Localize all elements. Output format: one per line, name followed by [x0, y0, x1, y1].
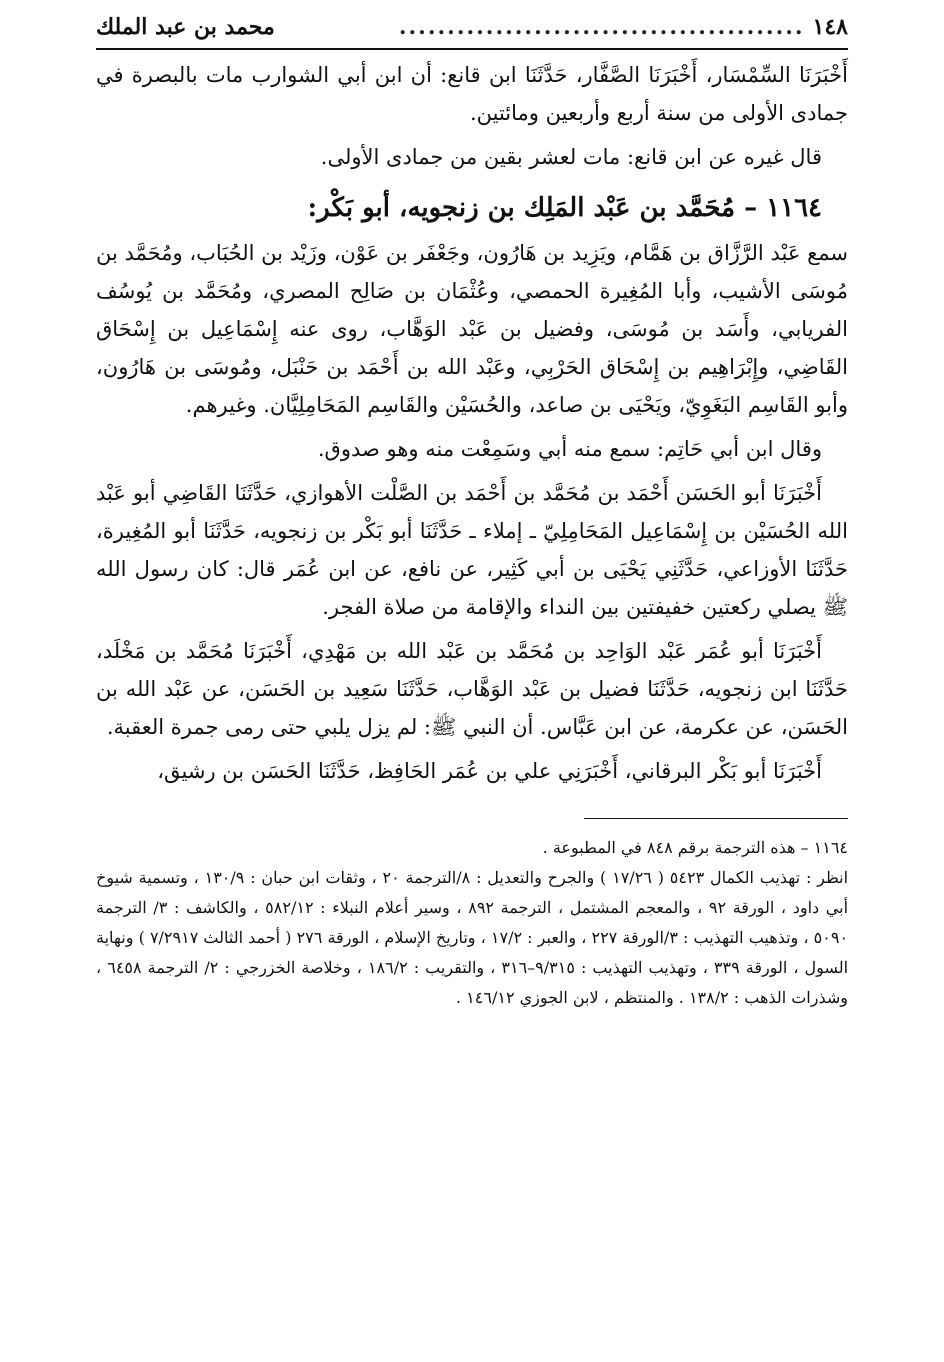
- paragraph-hadith-isnad-1: أَخْبَرَنَا أبو الحَسَن أَحْمَد بن مُحَمَّد بن أَحْمَد بن الصَّلْت الأهوازي، حَدَّثَنَا القَاضِي أبو عَبْد الله الحُسَيْن بن إِسْمَاعِيل المَحَامِلِيّ ـ إملاء ـ حَدَّثَنَا أبو بَكْر بن زنجويه، حَدَّثَنَا أبو المُغِيرة، حَدَّثَنَا الأوزاعي، حَدَّثَنِي يَحْيَى بن أبي كَثِير، عن نافع، عن ابن عُمَر قال: كان رسول الله ﷺ يصلي ركعتين خفيفتين بين النداء والإقامة من صلاة الفجر.: [96, 481, 848, 619]
- footnote-rule: [584, 818, 848, 819]
- header-dot-leader: ..........................................: [398, 14, 805, 40]
- paragraph-teachers-students: سمع عَبْد الرَّزَّاق بن هَمَّام، ويَزِيد بن هَارُون، وجَعْفَر بن عَوْن، وزَيْد بن الحُبَاب، ومُحَمَّد بن مُوسَى الأشيب، وأبا المُغِيرة الحمصي، وعُثْمَان بن صَالِح المصري، ومُحَمَّد بن يُوسُف الفريابي، وأَسَد بن مُوسَى، وفضيل بن عَبْد الوَهَّاب، روى عنه إِسْمَاعِيل بن إِسْحَاق القَاضِي، وإِبْرَاهِيم بن إِسْحَاق الحَرْبِي، وعَبْد الله بن أَحْمَد بن حَنْبَل، ومُوسَى بن هَارُون، وأبو القَاسِم البَغَوِيّ، ويَحْيَى بن صاعد، والحُسَيْن والقَاسِم المَحَامِلِيَّان. وغيرهم.: [96, 241, 848, 417]
- paragraph-hadith-isnad-2: أَخْبَرَنَا أبو عُمَر عَبْد الوَاحِد بن مُحَمَّد بن عَبْد الله بن مَهْدِي، أَخْبَرَنَا مُحَمَّد بن مَخْلَد، حَدَّثَنَا ابن زنجويه، حَدَّثَنَا فضيل بن عَبْد الوَهَّاب، حَدَّثَنَا سَعِيد بن الحَسَن، عن عَبْد الله بن الحَسَن، عن عكرمة، عن ابن عَبَّاس. أن النبي ﷺ: لم يزل يلبي حتى رمى جمرة العقبة.: [96, 639, 849, 739]
- page-number: ١٤٨: [812, 14, 848, 40]
- paragraph-death-date-note: قال غيره عن ابن قانع: مات لعشر بقين من جمادى الأولى.: [320, 145, 822, 169]
- running-title: محمد بن عبد الملك: [96, 14, 275, 40]
- entry-heading: ١١٦٤ – مُحَمَّد بن عَبْد المَلِك بن زنجويه، أبو بَكْر:: [307, 193, 822, 223]
- document-page: [96, 14, 848, 1013]
- header-rule: [96, 48, 848, 50]
- footnote-entry-number: ١١٦٤ – هذه الترجمة برقم ٨٤٨ في المطبوعة .: [542, 838, 848, 857]
- running-header: [96, 14, 848, 48]
- paragraph-previous-entry-end: أَخْبَرَنَا السِّمْسَار، أَخْبَرَنَا الصَّفَّار، حَدَّثَنَا ابن قانع: أن ابن أبي الشوارب مات بالبصرة في جمادى الأولى من سنة أربع وأربعين ومائتين.: [96, 63, 848, 125]
- footnote-sources: انظر : تهذيب الكمال ٥٤٢٣ ( ١٧/٢٦ ) والجرح والتعديل : ٨/الترجمة ٢٠ ، وثقات ابن حبان : ١٣٠/٩ ، وتسمية شيوخ أبي داود ، الورقة ٩٢ ، والمعجم المشتمل ، الترجمة ٨٩٢ ، وسير أعلام النبلاء : ٥٨٢/١٢ ، والكاشف : ٣/ الترجمة ٥٠٩٠ ، وتذهيب التهذيب : ٣/الورقة ٢٢٧ ، والعبر : ١٧/٢ ، وتاريخ الإسلام ، الورقة ٢٧٦ ( أحمد الثالث ٧/٢٩١٧ ) ونهاية السول ، الورقة ٣٣٩ ، وتهذيب التهذيب : ٩/٣١٥–٣١٦ ، والتقريب : ١٨٦/٢ ، وخلاصة الخزرجي : ٢/ الترجمة ٦٤٥٨ ، وشذرات الذهب : ١٣٨/٢ . والمنتظم ، لابن الجوزي ١٤٦/١٢ .: [96, 868, 849, 1007]
- paragraph-ibn-abi-hatim: وقال ابن أبي حَاتِم: سمع منه أبي وسَمِعْت منه وهو صدوق.: [317, 437, 822, 461]
- paragraph-hadith-isnad-3: أَخْبَرَنَا أبو بَكْر البرقاني، أَخْبَرَنِي علي بن عُمَر الحَافِظ، حَدَّثَنَا الحَسَن بن رشيق،: [157, 759, 822, 783]
